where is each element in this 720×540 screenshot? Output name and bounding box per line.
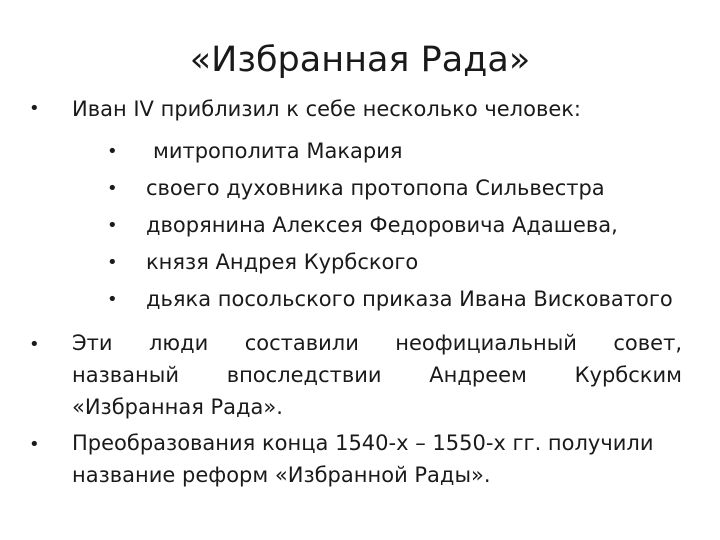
sub-item-text: митрополита Макария bbox=[153, 139, 403, 163]
word: названый bbox=[72, 363, 179, 387]
bullet-glyph: • bbox=[29, 434, 40, 455]
list-item-text-line: Преобразования конца 1540-х – 1550-х гг. получили bbox=[72, 431, 654, 455]
list-item-text-line: «Избранная Рада». bbox=[72, 395, 283, 419]
slide-title: «Избранная Рада» bbox=[189, 40, 531, 80]
sub-bullet-glyph: • bbox=[107, 141, 118, 162]
list-item-text-line bbox=[72, 360, 682, 390]
sub-bullet-glyph: • bbox=[107, 178, 118, 199]
sub-item-text: дворянина Алексея Федоровича Адашева, bbox=[146, 213, 618, 237]
sub-item-text: князя Андрея Курбского bbox=[146, 250, 419, 274]
word: Курбским bbox=[574, 363, 682, 387]
sub-item-text: своего духовника протопопа Сильвестра bbox=[146, 176, 605, 200]
word: впоследствии bbox=[226, 363, 382, 387]
word: Андреем bbox=[429, 363, 527, 387]
word: неофициальный bbox=[395, 331, 577, 355]
list-item-text-line bbox=[72, 328, 682, 358]
word: люди bbox=[148, 331, 209, 355]
sub-bullet-glyph: • bbox=[107, 215, 118, 236]
sub-bullet-glyph: • bbox=[107, 289, 118, 310]
sub-item-text: дьяка посольского приказа Ивана Висковатого bbox=[146, 287, 673, 311]
word: составили bbox=[244, 331, 359, 355]
bullet-glyph: • bbox=[29, 98, 40, 119]
bullet-glyph: • bbox=[29, 334, 40, 355]
sub-bullet-glyph: • bbox=[107, 252, 118, 273]
list-item-text-line: название реформ «Избранной Рады». bbox=[72, 463, 491, 487]
word: Эти bbox=[72, 331, 113, 355]
word: совет, bbox=[613, 331, 682, 355]
list-item-text: Иван IV приблизил к себе несколько человек: bbox=[72, 97, 581, 121]
